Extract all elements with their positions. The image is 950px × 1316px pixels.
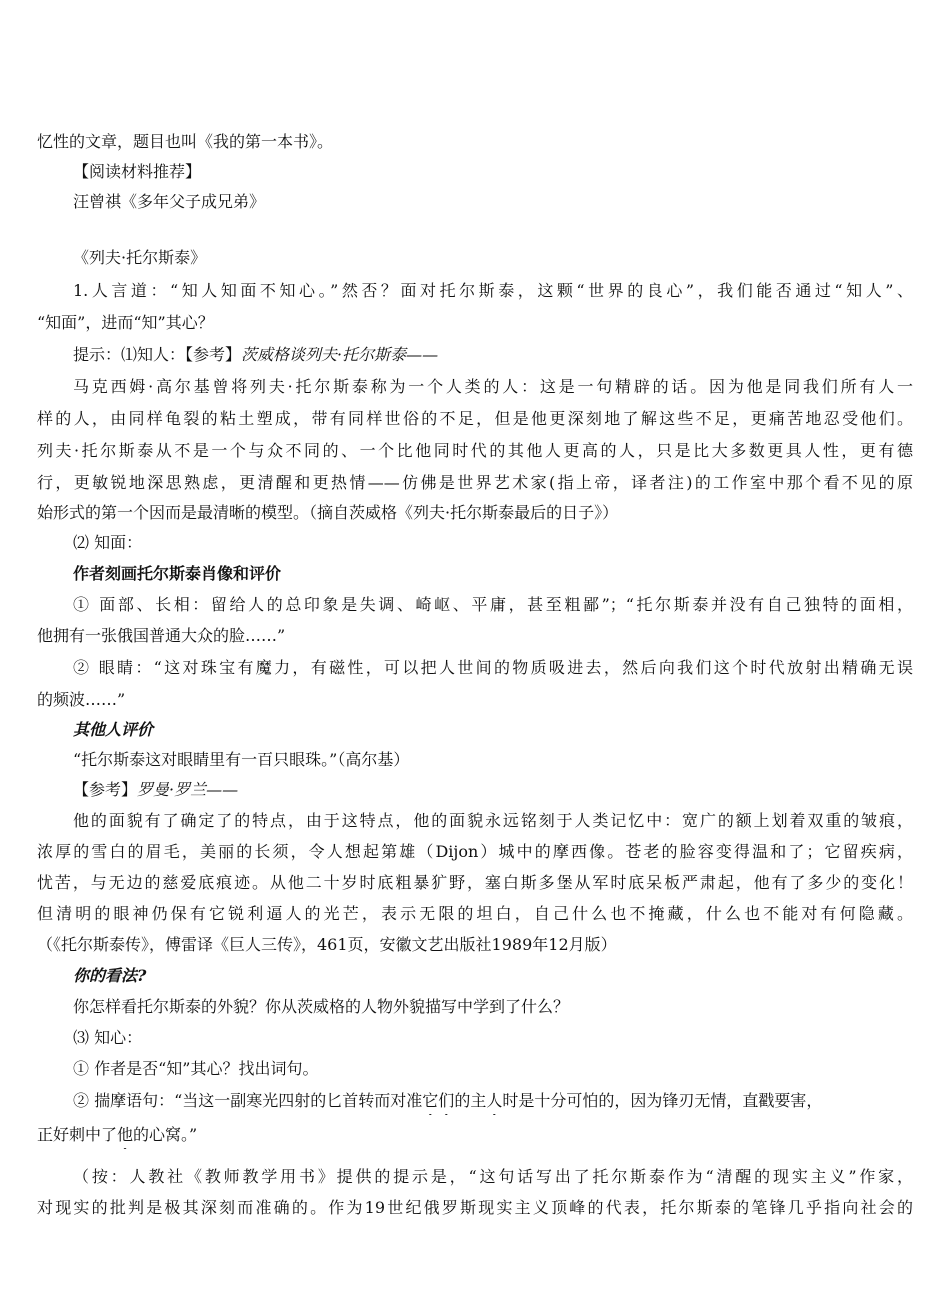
text-segment: 正好刺中了	[37, 1125, 118, 1144]
reference-label: 【参考】	[73, 780, 138, 799]
section-heading: 【阅读材料推荐】	[73, 162, 202, 181]
paragraph-line: 他的面貌有了确定了的特点，由于这特点，他的面貌永远铭刻于人类记忆中：宽广的额上划着双重的皱痕，	[73, 811, 913, 830]
text-segment: ② 揣摩语句：“当这一副寒光四射的匕首转而对准	[73, 1091, 423, 1110]
paragraph-line	[37, 1121, 913, 1149]
lesson-title: 《列夫·托尔斯泰》	[73, 248, 207, 267]
emphasis-char: 他	[117, 1125, 134, 1144]
question-text: 1.人言道：“知人知面不知心。”然否？面对托尔斯泰，这颗“世界的良心”，我们能否通过“知人”、	[73, 281, 913, 300]
paragraph-line: 浓厚的雪白的眉毛，美丽的长须，令人想起第雄（Dijon）城中的摩西像。苍老的脸容变得温和了；它留疾病，	[37, 842, 913, 861]
emphasis-char: 它	[422, 1091, 439, 1110]
paragraph-line: （按：人教社《教师教学用书》提供的提示是，“这句话写出了托尔斯泰作为“清醒的现实主义”作家，	[73, 1167, 913, 1186]
paragraph-line: 他拥有一张俄国普通大众的脸……”	[37, 626, 286, 645]
emphasis-char: 们	[438, 1091, 455, 1110]
paragraph-line: 对现实的批判是极其深刻而准确的。作为19世纪俄罗斯现实主义顶峰的代表，托尔斯泰的笔锋几乎指向社会的	[37, 1198, 913, 1217]
text-line: ① 作者是否“知”其心？找出词句。	[73, 1059, 319, 1078]
paragraph-line: 样的人，由同样龟裂的粘土塑成，带有同样世俗的不足，但是他更深刻地了解这些不足，更痛苦地忍受他们。	[37, 409, 913, 428]
bold-italic-heading: 你的看法?	[73, 966, 147, 985]
text-segment: 的心窝。”	[133, 1125, 198, 1144]
bold-heading: 作者刻画托尔斯泰肖像和评价	[73, 564, 282, 583]
bold-italic-heading: 其他人评价	[73, 720, 154, 739]
paragraph-line: ① 面部、长相：留给人的总印象是失调、崎岖、平庸，甚至粗鄙”；“托尔斯泰并没有自己独特的面相，	[73, 595, 913, 614]
reference-source: 罗曼·罗兰——	[137, 780, 239, 799]
paragraph-line: 行，更敏锐地深思熟虑，更清醒和更热情——仿佛是世界艺术家(指上帝，译者注)的工作室中那个看不见的原	[37, 473, 913, 492]
text-line: 忆性的文章，题目也叫《我的第一本书》。	[37, 132, 334, 151]
reference-source: 茨威格谈列夫·托尔斯泰——	[241, 345, 439, 364]
paragraph-line: 列夫·托尔斯泰从不是一个与众不同的、一个比他同时代的其他人更高的人，只是比大多数更具人性，更有德	[37, 441, 913, 460]
paragraph-line: 忧苦，与无边的慈爱底痕迹。从他二十岁时底粗暴犷野，塞白斯多堡从军时底呆板严肃起，他有了多少的变化！	[37, 873, 913, 892]
citation-line: （《托尔斯泰传》，傅雷译《巨人三传》，461页，安徽文艺出版社1989年12月版）	[37, 935, 617, 954]
question-text: “知面”，进而“知”其心？	[37, 313, 214, 332]
text-line: 汪曾祺《多年父子成兄弟》	[73, 192, 266, 211]
paragraph-line: 但清明的眼神仍保有它锐利逼人的光芒，表示无限的坦白，自己什么也不掩藏，什么也不能对有何隐藏。	[37, 904, 913, 923]
paragraph-line: ② 眼睛：“这对珠宝有魔力，有磁性，可以把人世间的物质吸进去，然后向我们这个时代放射出精确无误	[73, 658, 913, 677]
paragraph-line: 的频波……”	[37, 690, 126, 709]
text-segment: 的主	[454, 1091, 487, 1110]
sub-heading: ⑵ 知面：	[73, 533, 143, 552]
paragraph-line: 始形式的第一个因而是最清晰的模型。（摘自茨威格《列夫·托尔斯泰最后的日子》）	[37, 503, 619, 522]
paragraph-line	[73, 1087, 913, 1115]
sub-heading: ⑶ 知心：	[73, 1028, 143, 1047]
emphasis-char: 人	[486, 1091, 503, 1110]
text-line: 你怎样看托尔斯泰的外貌？你从茨威格的人物外貌描写中学到了什么？	[73, 997, 570, 1016]
reference-line	[73, 776, 913, 804]
hint-label: 提示：⑴知人：【参考】	[73, 345, 242, 364]
hint-line	[73, 341, 913, 369]
text-segment: 时是十分可怕的，因为锋刃无情，直戳要害，	[502, 1091, 823, 1110]
quote-line: “托尔斯泰这对眼睛里有一百只眼珠。”（高尔基）	[73, 750, 410, 769]
paragraph-line: 马克西姆·高尔基曾将列夫·托尔斯泰称为一个人类的人：这是一句精辟的话。因为他是同我们所有人一	[73, 377, 913, 396]
